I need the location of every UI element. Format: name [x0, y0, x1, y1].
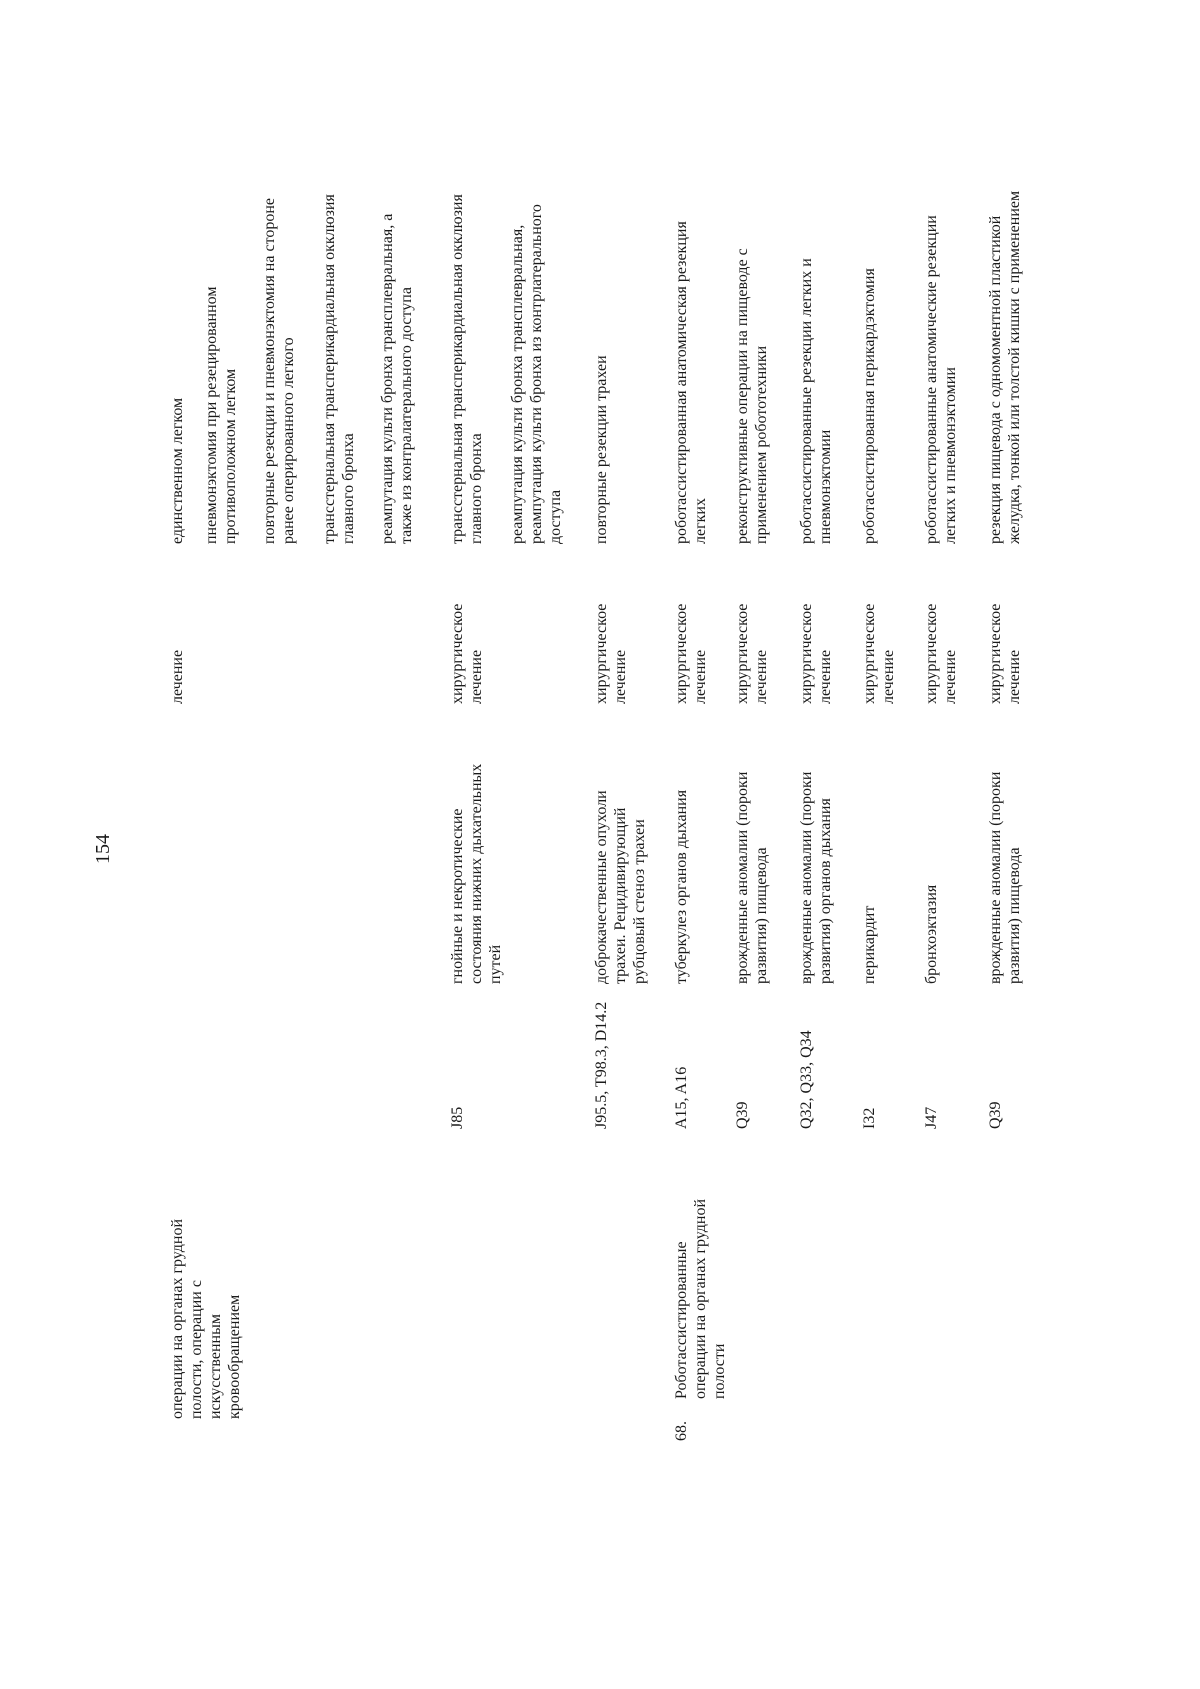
table-row-code: Q39	[987, 1101, 1004, 1129]
table-row-treatment: хирургическое лечение	[673, 603, 709, 704]
table-row-diagnosis: туберкулез органов дыхания	[673, 789, 690, 984]
table-row-code: J85	[449, 1106, 466, 1129]
header-method-1: единственном легком	[169, 397, 186, 544]
table-row-method: роботассистированная анатомическая резекция легких	[673, 221, 709, 544]
table-row-treatment: хирургическое лечение	[861, 603, 897, 704]
table-row-diagnosis: доброкачественные опухоли трахеи. Рецидивирующий рубцовый стеноз трахеи	[593, 790, 648, 984]
table-row-code: Q32, Q33, Q34	[798, 1030, 815, 1129]
table-row-code: Q39	[734, 1101, 751, 1129]
table-row-method: трансстернальная транcперикардиальная окклюзия главного бронха	[449, 194, 485, 544]
table-row-diagnosis: перикардит	[861, 905, 878, 984]
table-row-method: реконструктивные операции на пищеводе с применением робототехники	[734, 248, 770, 544]
header-treatment: лечение	[169, 649, 186, 704]
table-row-diagnosis: гнойные и некротические состояния нижних дыхательных путей	[449, 763, 504, 984]
table-row-code: J47	[923, 1106, 940, 1129]
header-method-4: трансстернальная транcперикардиальная окклюзия главного бронха	[321, 194, 357, 544]
table-row-treatment: хирургическое лечение	[593, 603, 629, 704]
table-row-diagnosis: врожденные аномалии (пороки развития) органов дыхания	[798, 771, 834, 984]
page-number: 154	[92, 834, 114, 864]
header-method-3: повторные резекции и пневмонэктомия на стороне ранее оперированного легкого	[261, 197, 297, 544]
table-row-code: I32	[861, 1107, 878, 1129]
header-operation-name: операции на органах грудной полости, операции с искусственным кровообращением	[169, 1218, 243, 1419]
section-number: 68.	[673, 1421, 690, 1441]
table-row-treatment: хирургическое лечение	[798, 603, 834, 704]
table-row-method: роботассистированные анатомические резекции легких и пневмонэктомии	[923, 215, 959, 544]
header-method-2: пневмонэктомия при резецированном противоположном легком	[203, 286, 239, 544]
table-row-method: роботассистированная перикардэктомия	[861, 268, 878, 544]
table-row-code: A15, A16	[673, 1066, 690, 1129]
table-row-method: роботассистированные резекции легких и пневмонэктомии	[798, 258, 834, 544]
table-row-treatment: хирургическое лечение	[734, 603, 770, 704]
table-row-treatment: хирургическое лечение	[449, 603, 485, 704]
header-method-5: реампутация культи бронха трансплевральная, а также из контралатерального доступа	[379, 213, 415, 544]
table-row-treatment: хирургическое лечение	[923, 603, 959, 704]
table-row-treatment: хирургическое лечение	[987, 603, 1023, 704]
table-row-method: резекция пищевода с одномоментной пластикой желудка, тонкой или толстой кишки с применением	[987, 190, 1023, 544]
table-row-code: J95.5, T98.3, D14.2	[593, 1001, 610, 1129]
table-row-diagnosis: врожденные аномалии (пороки развития) пищевода	[987, 771, 1023, 984]
table-row-method: реампутация культи бронха трансплевральная, реампутация культи бронха из контрлатерального доступа	[509, 204, 564, 544]
table-row-diagnosis: бронхоэктазия	[923, 884, 940, 984]
table-row-method: повторные резекции трахеи	[593, 355, 610, 544]
table-row-diagnosis: врожденные аномалии (пороки развития) пищевода	[734, 771, 770, 984]
section-name: Роботассистированные операции на органах грудной полости	[673, 1198, 728, 1399]
